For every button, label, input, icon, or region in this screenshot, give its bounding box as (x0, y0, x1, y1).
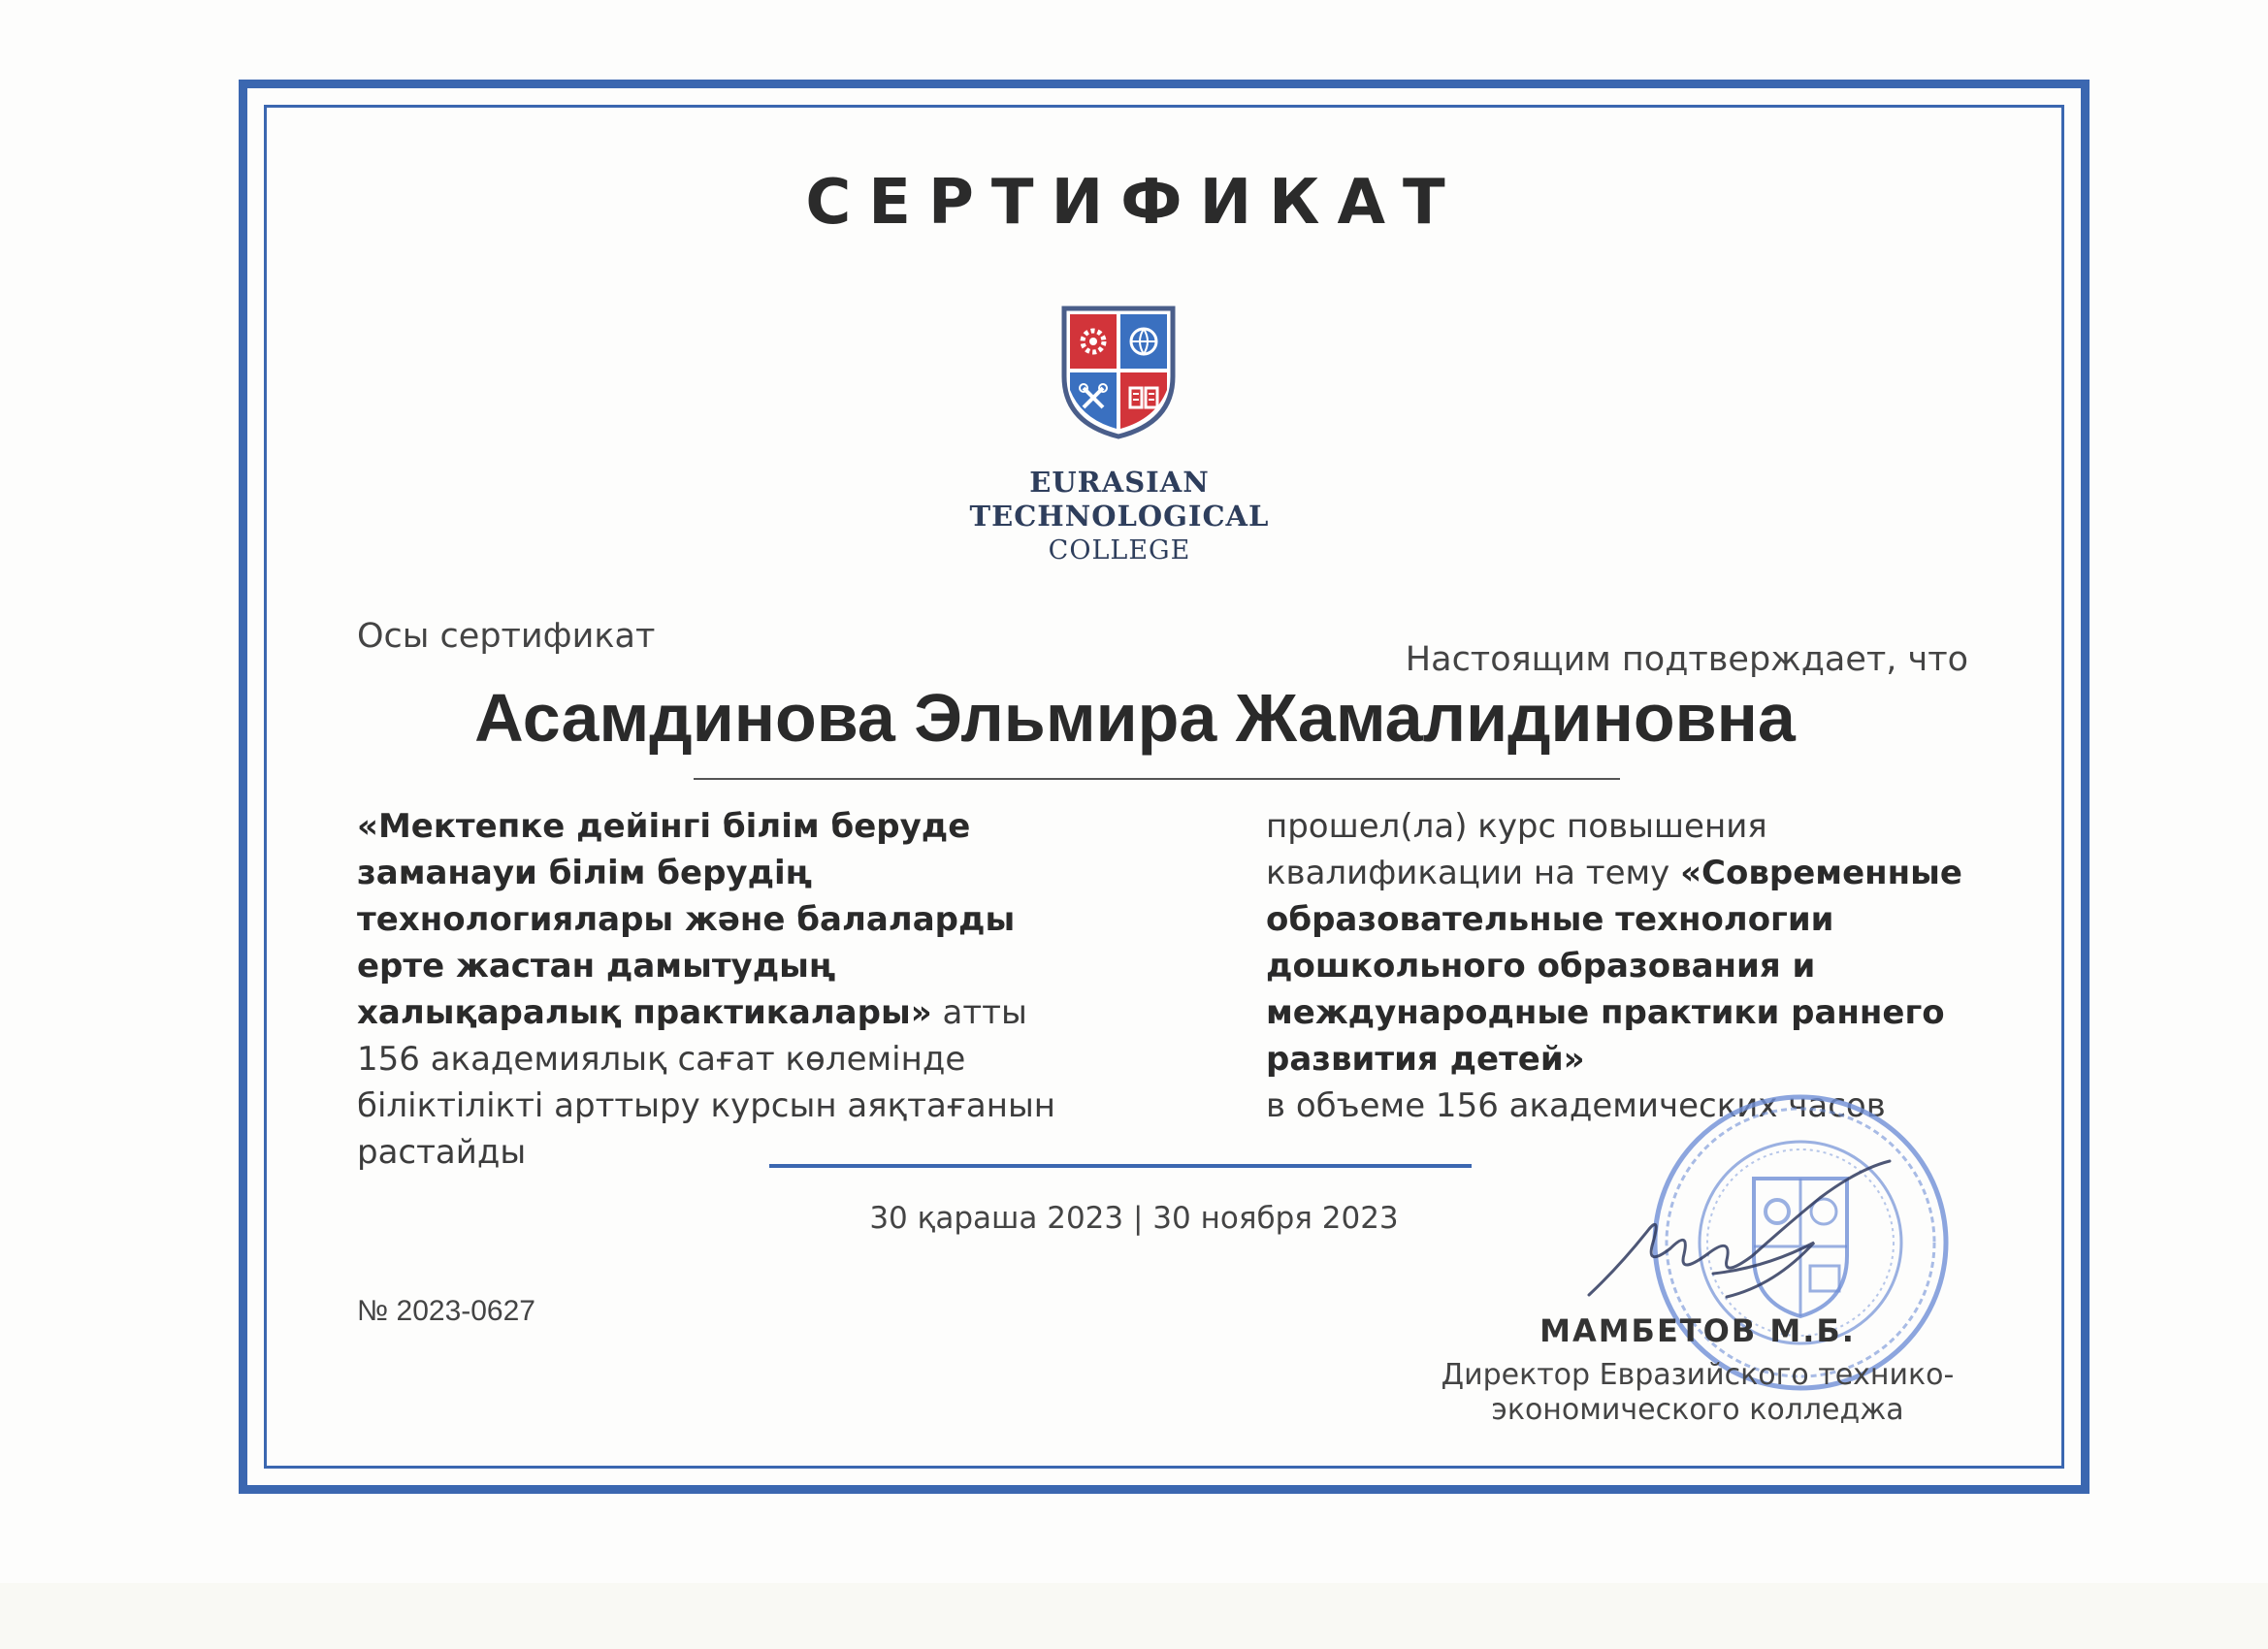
issue-dates: 30 қараша 2023 | 30 ноября 2023 (869, 1201, 1399, 1236)
signer-position: Директор Евразийского технико-экономического колледжа (1441, 1358, 1955, 1427)
college-name-line2: TECHNOLOGICAL (969, 500, 1270, 533)
course-details-kazakh: атты 156 академиялық сағат көлемінде біліктілікті арттыру курсын аяқтағанын растайды (357, 993, 1056, 1172)
college-name-line1: EURASIAN (1029, 466, 1210, 499)
college-name-line3: COLLEGE (1048, 535, 1191, 566)
intro-russian: Настоящим подтверждает, что (1405, 640, 1968, 679)
course-volume-russian: в объеме 156 академических часов (1266, 1086, 1886, 1125)
course-title-russian: «Современные образовательные технологии дошкольного образования и международные практики раннего развития детей» (1266, 854, 1962, 1079)
course-text-russian (1266, 803, 2003, 1129)
course-lead-russian: прошел(ла) курс повышения квалификации на тему (1266, 807, 1767, 892)
intro-kazakh: Осы сертификат (357, 617, 656, 656)
college-logo-shield (1058, 305, 1179, 440)
course-text-kazakh (357, 803, 1094, 1176)
course-title-kazakh: «Мектепке дейінгі білім беруде заманауи білім берудің технологиялары және балаларды ерте жастан дамытудың халықаралық практикалары» (357, 807, 1016, 1032)
handwritten-signature (1581, 1159, 1901, 1305)
scan-bottom-margin (0, 1583, 2268, 1649)
date-divider (769, 1164, 1472, 1168)
name-underline (694, 778, 1620, 780)
certificate-title: СЕРТИФИКАТ (805, 167, 1463, 239)
certificate-number: № 2023-0627 (357, 1295, 535, 1327)
recipient-name: Асамдинова Эльмира Жамалидиновна (474, 680, 1796, 756)
signer-name: МАМБЕТОВ М.Б. (1539, 1312, 1856, 1349)
